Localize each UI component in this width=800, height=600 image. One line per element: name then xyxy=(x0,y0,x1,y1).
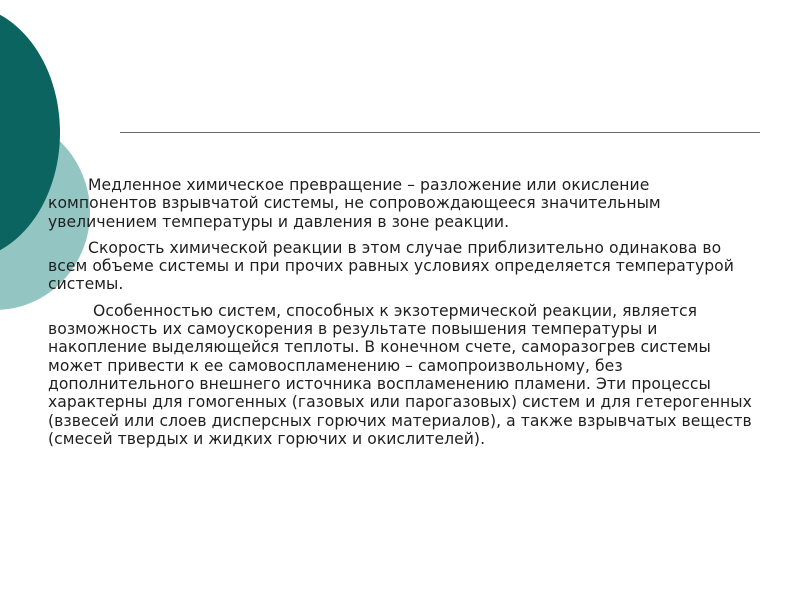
body-text xyxy=(48,176,760,456)
title-divider-line xyxy=(120,132,760,133)
paragraph-reaction-rate: Скорость химической реакции в этом случае приблизительно одинакова во всем объеме системы и при прочих равных условиях определяется температурой системы. xyxy=(48,238,734,294)
paragraph-self-acceleration: Особенностью систем, способных к экзотермической реакции, является возможность их самоускорения в результате повышения температуры и накопление выделяющейся теплоты. В конечном счете, саморазогрев системы может привести к ее самовоспламенению – самопроизвольному, без дополнительного внешнего источника воспламенению пламени. Эти процессы характерны для гомогенных (газовых или парогазовых) систем и для гетерогенных (взвесей или слоев дисперсных горючих материалов), а также взрывчатых веществ (смесей твердых и жидких горючих и окислителей). xyxy=(48,301,752,448)
paragraph-slow-reaction: Медленное химическое превращение – разложение или окисление компонентов взрывчатой системы, не сопровождающееся значительным увеличением температуры и давления в зоне реакции. xyxy=(48,176,661,231)
